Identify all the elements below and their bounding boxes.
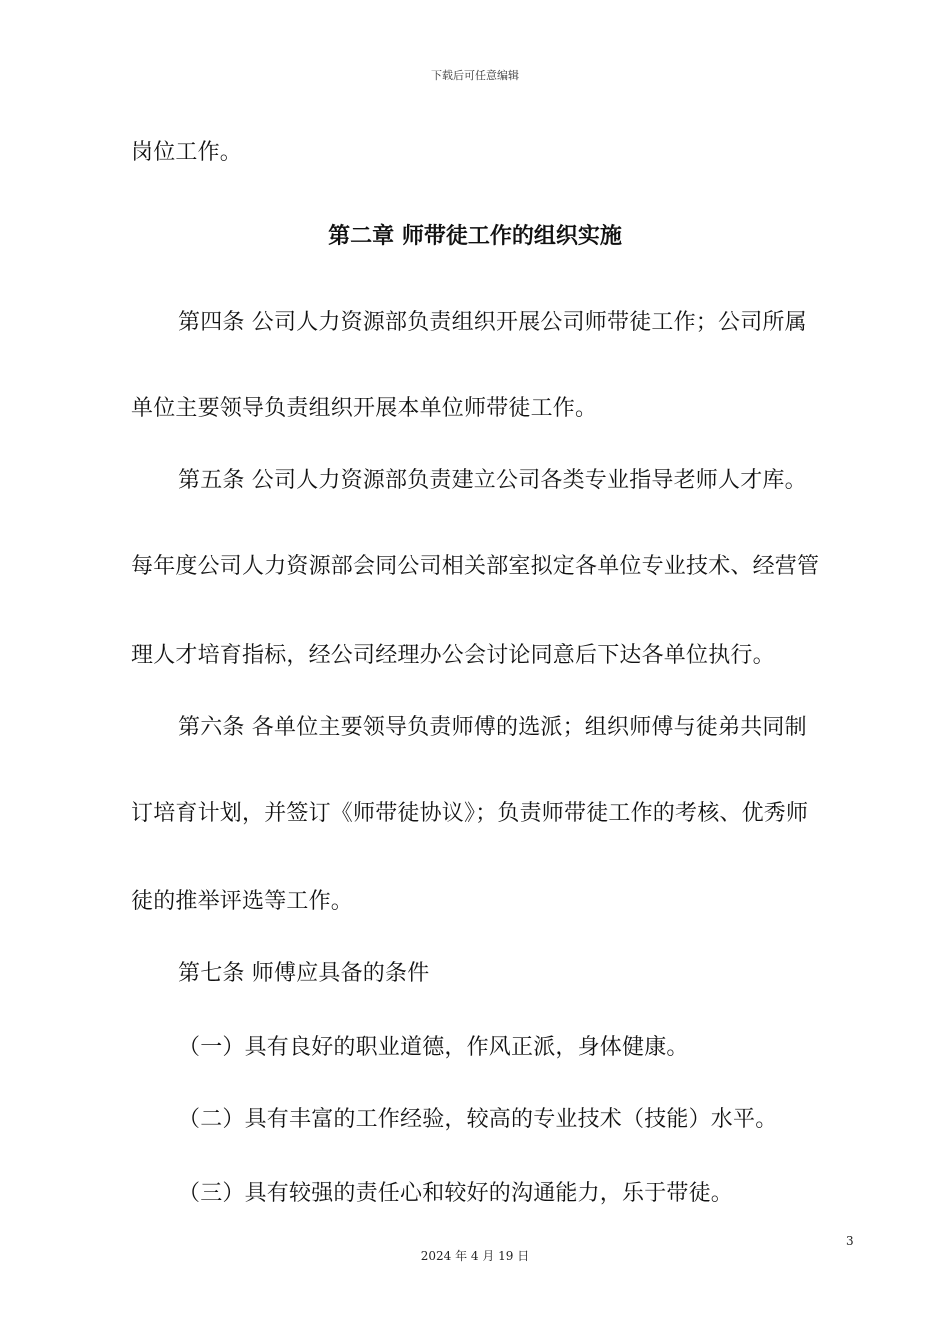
article-6-line-1: 第六条 各单位主要领导负责师傅的选派；组织师傅与徒弟共同制 — [178, 715, 807, 740]
list-item-1: （一）具有良好的职业道德，作风正派，身体健康。 — [178, 1035, 689, 1060]
article-5-line-2: 每年度公司人力资源部会同公司相关部室拟定各单位专业技术、经营管 — [131, 554, 820, 579]
list-item-2: （二）具有丰富的工作经验，较高的专业技术（技能）水平。 — [178, 1107, 778, 1132]
article-7-line-1: 第七条 师傅应具备的条件 — [178, 961, 430, 986]
paragraph-line: 岗位工作。 — [131, 140, 243, 165]
chapter-title: 第二章 师带徒工作的组织实施 — [328, 224, 622, 249]
article-6-line-2: 订培育计划，并签订《师带徒协议》；负责师带徒工作的考核、优秀师 — [131, 801, 809, 826]
footer-date: 2024 年 4 月 19 日 — [420, 1249, 530, 1263]
article-5-line-3: 理人才培育指标，经公司经理办公会讨论同意后下达各单位执行。 — [131, 643, 775, 668]
article-4-line-2: 单位主要领导负责组织开展本单位师带徒工作。 — [131, 396, 598, 421]
page-number: 3 — [846, 1234, 854, 1248]
list-item-3: （三）具有较强的责任心和较好的沟通能力，乐于带徒。 — [178, 1181, 734, 1206]
article-6-line-3: 徒的推举评选等工作。 — [131, 889, 354, 914]
page-header: 下载后可任意编辑 — [431, 69, 519, 82]
article-4-line-1: 第四条 公司人力资源部负责组织开展公司师带徒工作；公司所属 — [178, 310, 807, 335]
article-5-line-1: 第五条 公司人力资源部负责建立公司各类专业指导老师人才库。 — [178, 468, 807, 493]
